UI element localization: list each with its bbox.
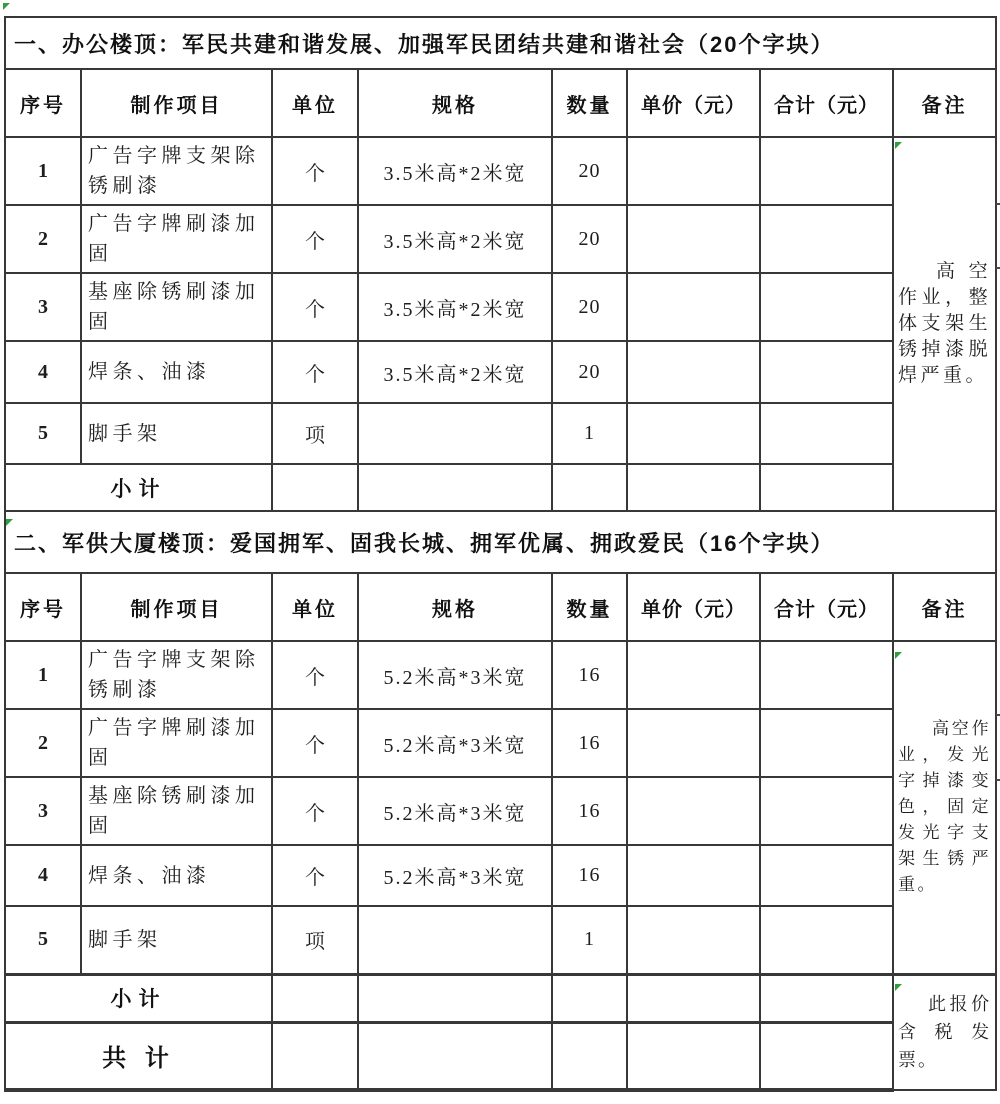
green-corner-indicator-icon bbox=[3, 3, 10, 10]
cell-amount bbox=[760, 641, 893, 709]
col-header-spec: 规格 bbox=[358, 69, 552, 137]
table-row bbox=[5, 641, 996, 709]
cell-unit-price bbox=[627, 341, 760, 403]
cell-spec: 3.5米高*2米宽 bbox=[358, 273, 552, 341]
cell-item: 焊条、油漆 bbox=[81, 845, 272, 906]
col-header-item: 制作项目 bbox=[81, 69, 272, 137]
cell-unit-price bbox=[627, 641, 760, 709]
cell-remark-section2 bbox=[893, 641, 996, 974]
footer-remark-text: 此报价含税发票。 bbox=[898, 994, 992, 1070]
cell-unit-price bbox=[627, 137, 760, 205]
section1-subtotal-row bbox=[5, 464, 996, 511]
gridline-stub bbox=[996, 267, 1000, 269]
cell-amount bbox=[760, 906, 893, 974]
cell-item: 基座除锈刷漆加固 bbox=[81, 777, 272, 845]
cell-spec: 3.5米高*2米宽 bbox=[358, 137, 552, 205]
col-header-remark: 备注 bbox=[893, 573, 996, 641]
col-header-qty: 数量 bbox=[552, 69, 627, 137]
cell-amount bbox=[760, 974, 893, 1022]
table-row bbox=[5, 403, 996, 464]
cell-unit bbox=[272, 974, 358, 1022]
cell-unit-price bbox=[627, 205, 760, 273]
section2-subtotal-row bbox=[5, 974, 996, 1022]
cell-qty: 20 bbox=[552, 205, 627, 273]
quotation-table bbox=[4, 16, 997, 1092]
col-header-unit: 单位 bbox=[272, 573, 358, 641]
cell-item: 脚手架 bbox=[81, 906, 272, 974]
cell-remark-section1 bbox=[893, 137, 996, 511]
cell-qty: 16 bbox=[552, 845, 627, 906]
col-header-amount: 合计（元） bbox=[760, 69, 893, 137]
cell-item: 广告字牌刷漆加固 bbox=[81, 205, 272, 273]
cell-seq: 1 bbox=[5, 641, 81, 709]
cell-unit-price bbox=[627, 1022, 760, 1090]
cell-qty: 1 bbox=[552, 403, 627, 464]
cell-seq: 3 bbox=[5, 777, 81, 845]
cell-spec: 5.2米高*3米宽 bbox=[358, 845, 552, 906]
green-corner-indicator-icon bbox=[895, 652, 902, 659]
cell-seq: 5 bbox=[5, 906, 81, 974]
cell-amount bbox=[760, 709, 893, 777]
cell-unit: 个 bbox=[272, 641, 358, 709]
cell-unit: 个 bbox=[272, 845, 358, 906]
cell-unit: 个 bbox=[272, 137, 358, 205]
cell-seq: 2 bbox=[5, 709, 81, 777]
cell-qty bbox=[552, 464, 627, 511]
green-corner-indicator-icon bbox=[6, 519, 13, 526]
cell-spec: 5.2米高*3米宽 bbox=[358, 777, 552, 845]
cell-qty: 16 bbox=[552, 709, 627, 777]
green-corner-indicator-icon bbox=[895, 142, 902, 149]
cell-unit-price bbox=[627, 777, 760, 845]
cell-qty bbox=[552, 1022, 627, 1090]
cell-item: 焊条、油漆 bbox=[81, 341, 272, 403]
cell-item: 广告字牌支架除锈刷漆 bbox=[81, 137, 272, 205]
cell-unit: 个 bbox=[272, 205, 358, 273]
cell-unit-price bbox=[627, 403, 760, 464]
cell-spec bbox=[358, 464, 552, 511]
cell-unit-price bbox=[627, 906, 760, 974]
cell-spec bbox=[358, 1022, 552, 1090]
table-row bbox=[5, 137, 996, 205]
cell-amount bbox=[760, 1022, 893, 1090]
col-header-unit: 单位 bbox=[272, 69, 358, 137]
section1-title-row bbox=[5, 17, 996, 69]
table-row bbox=[5, 341, 996, 403]
section1-subtotal-label: 小计 bbox=[5, 464, 272, 511]
cell-spec: 5.2米高*3米宽 bbox=[358, 709, 552, 777]
cell-unit: 个 bbox=[272, 273, 358, 341]
cell-amount bbox=[760, 777, 893, 845]
cell-amount bbox=[760, 403, 893, 464]
col-header-item: 制作项目 bbox=[81, 573, 272, 641]
cell-item: 基座除锈刷漆加固 bbox=[81, 273, 272, 341]
cell-qty: 20 bbox=[552, 341, 627, 403]
grand-total-label: 共 计 bbox=[5, 1022, 272, 1090]
cell-seq: 1 bbox=[5, 137, 81, 205]
cell-spec bbox=[358, 974, 552, 1022]
cell-unit-price bbox=[627, 845, 760, 906]
cell-qty bbox=[552, 974, 627, 1022]
cell-unit-price bbox=[627, 974, 760, 1022]
grand-total-row bbox=[5, 1022, 996, 1090]
cell-item: 脚手架 bbox=[81, 403, 272, 464]
cell-amount bbox=[760, 205, 893, 273]
section2-subtotal-label: 小计 bbox=[5, 974, 272, 1022]
col-header-remark: 备注 bbox=[893, 69, 996, 137]
cell-amount bbox=[760, 273, 893, 341]
cell-remark-footer bbox=[893, 974, 996, 1090]
cell-amount bbox=[760, 341, 893, 403]
col-header-amount: 合计（元） bbox=[760, 573, 893, 641]
cell-item: 广告字牌刷漆加固 bbox=[81, 709, 272, 777]
cell-unit bbox=[272, 464, 358, 511]
green-corner-indicator-icon bbox=[895, 984, 902, 991]
cell-unit-price bbox=[627, 273, 760, 341]
cell-item: 广告字牌支架除锈刷漆 bbox=[81, 641, 272, 709]
cell-unit: 项 bbox=[272, 906, 358, 974]
cell-qty: 20 bbox=[552, 273, 627, 341]
cell-seq: 3 bbox=[5, 273, 81, 341]
cell-seq: 2 bbox=[5, 205, 81, 273]
cell-seq: 4 bbox=[5, 341, 81, 403]
cell-seq: 4 bbox=[5, 845, 81, 906]
cell-qty: 16 bbox=[552, 641, 627, 709]
cell-amount bbox=[760, 845, 893, 906]
section1-title: 一、办公楼顶：军民共建和谐发展、加强军民团结共建和谐社会（20个字块） bbox=[5, 17, 996, 69]
cell-amount bbox=[760, 137, 893, 205]
section1-header-row bbox=[5, 69, 996, 137]
section2-header-row bbox=[5, 573, 996, 641]
col-header-qty: 数量 bbox=[552, 573, 627, 641]
cell-spec: 3.5米高*2米宽 bbox=[358, 341, 552, 403]
cell-spec: 3.5米高*2米宽 bbox=[358, 205, 552, 273]
gridline-stub bbox=[996, 714, 1000, 716]
col-header-seq: 序号 bbox=[5, 573, 81, 641]
table-row bbox=[5, 906, 996, 974]
col-header-unit-price: 单价（元） bbox=[627, 69, 760, 137]
cell-unit: 项 bbox=[272, 403, 358, 464]
table-row bbox=[5, 273, 996, 341]
table-row bbox=[5, 205, 996, 273]
cell-qty: 16 bbox=[552, 777, 627, 845]
section2-title: 二、军供大厦楼顶：爱国拥军、固我长城、拥军优属、拥政爱民（16个字块） bbox=[5, 511, 996, 573]
col-header-unit-price: 单价（元） bbox=[627, 573, 760, 641]
cell-unit: 个 bbox=[272, 341, 358, 403]
gridline-stub bbox=[996, 203, 1000, 205]
section2-remark-text: 高空作业，发光字掉漆变色，固定发光字支架生锈严重。 bbox=[898, 719, 992, 895]
cell-spec bbox=[358, 906, 552, 974]
cell-unit: 个 bbox=[272, 709, 358, 777]
col-header-seq: 序号 bbox=[5, 69, 81, 137]
table-row bbox=[5, 777, 996, 845]
cell-unit-price bbox=[627, 709, 760, 777]
cell-spec bbox=[358, 403, 552, 464]
cell-qty: 1 bbox=[552, 906, 627, 974]
cell-unit bbox=[272, 1022, 358, 1090]
col-header-spec: 规格 bbox=[358, 573, 552, 641]
cell-unit: 个 bbox=[272, 777, 358, 845]
gridline-stub bbox=[996, 779, 1000, 781]
table-row bbox=[5, 845, 996, 906]
table-row bbox=[5, 709, 996, 777]
section1-remark-text: 高空作业，整体支架生锈掉漆脱焊严重。 bbox=[898, 261, 992, 386]
section2-title-row bbox=[5, 511, 996, 573]
cell-seq: 5 bbox=[5, 403, 81, 464]
cell-spec: 5.2米高*3米宽 bbox=[358, 641, 552, 709]
cell-qty: 20 bbox=[552, 137, 627, 205]
cell-unit-price bbox=[627, 464, 760, 511]
cell-amount bbox=[760, 464, 893, 511]
